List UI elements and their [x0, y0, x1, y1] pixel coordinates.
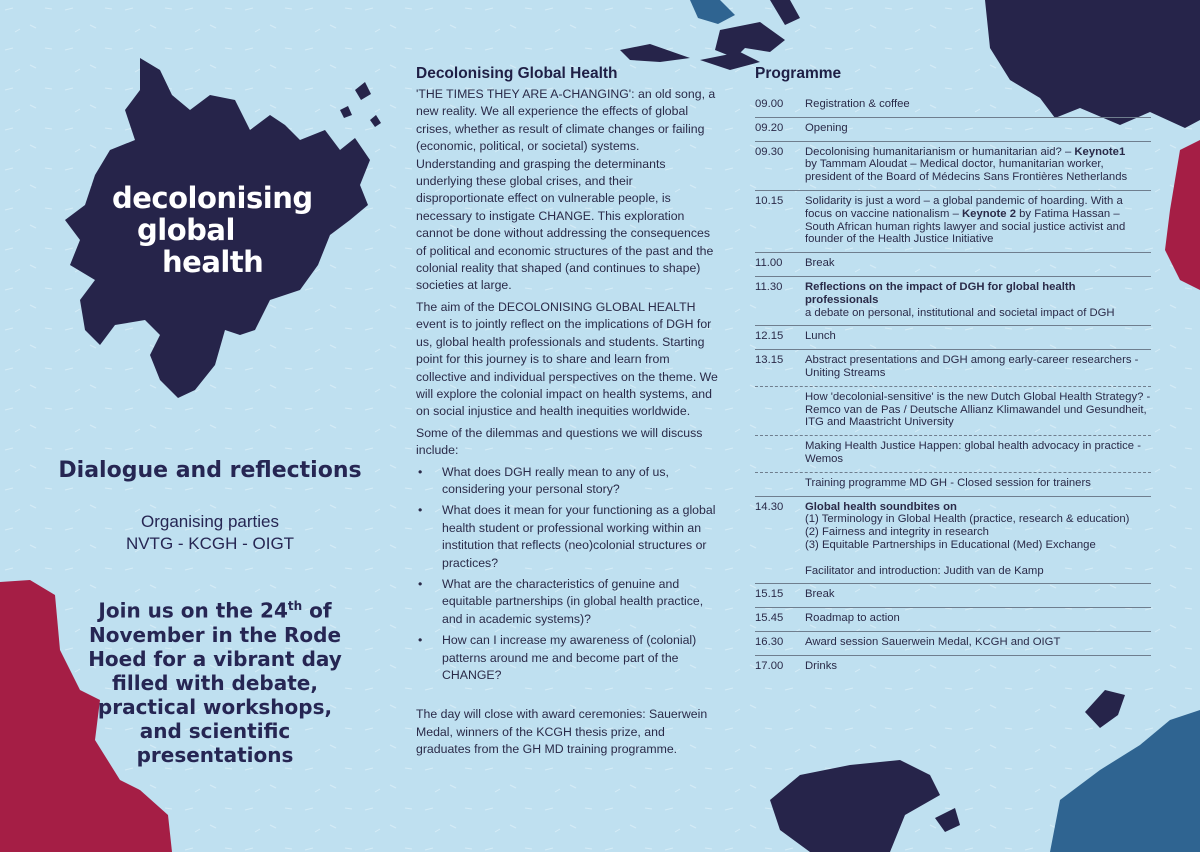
session-title: Global health soundbites on [805, 500, 957, 513]
row-time: 09.20 [755, 121, 784, 134]
table-row [755, 584, 1151, 608]
join-text-end: of November in the Rode Hoed for a vibrant day filled with debate, practical workshops, and scientific presentations [88, 598, 342, 767]
list-item: • What does DGH really mean to any of us, considering your personal story? [416, 464, 721, 499]
table-row [755, 497, 1151, 585]
table-row [755, 94, 1151, 118]
table-row [755, 632, 1151, 656]
row-text: How 'decolonial-sensitive' is the new Dutch Global Health Strategy? - Remco van de Pas / Deutsche Allianz Klimawandel und Gesundheit, ITG and Maastricht University [805, 390, 1151, 429]
organising-label: Organising parties [141, 512, 279, 531]
row-text: Award session Sauerwein Medal, KCGH and OIGT [805, 635, 1061, 648]
row-text-part: by Fatima Hassan – South African human rights lawyer and social justice activist and founder of the Health Justice Initiative [805, 207, 1126, 246]
row-time: 14.30 [755, 500, 784, 513]
row-time: 16.30 [755, 635, 784, 648]
table-row [755, 326, 1151, 350]
row-time: 09.30 [755, 145, 784, 158]
row-text-part: by Tammam Aloudat – Medical doctor, humanitarian worker, president of the Board of Médecins Sans Frontières Netherlands [805, 158, 1128, 184]
logo-line-1: decolonising [112, 181, 313, 215]
row-text: Training programme MD GH - Closed session for trainers [805, 476, 1091, 489]
table-row [755, 387, 1151, 436]
row-time: 11.00 [755, 257, 783, 270]
row-text-part: Solidarity is just a word – a global pandemic of hoarding. With a focus on vaccine nationalism – [805, 194, 1123, 220]
row-text [805, 281, 1151, 319]
row-time [755, 440, 805, 466]
row-time: 15.15 [755, 588, 784, 601]
row-text: Abstract presentations and DGH among early-career researchers - Uniting Streams [805, 354, 1139, 379]
intro-paragraph-3: Some of the dilemmas and questions we will discuss include: [416, 425, 703, 458]
closing-paragraph: The day will close with award ceremonies: Sauerwein Medal, winners of the KCGH thesis prize, and graduates from the GH MD training programme. [416, 707, 708, 757]
row-time: 11.30 [755, 280, 783, 293]
row-text: Opening [805, 121, 848, 134]
row-text: Lunch [805, 330, 836, 343]
row-text: Roadmap to action [805, 612, 900, 625]
table-row [755, 253, 1151, 277]
row-text-part: a debate on personal, institutional and societal impact of DGH [805, 306, 1115, 319]
keynote-label: Keynote1 [1074, 145, 1126, 158]
table-row [755, 473, 1151, 497]
row-text: Registration & coffee [805, 98, 910, 110]
organising-names: NVTG - KCGH - OIGT [125, 534, 295, 553]
logo-line-2: global [137, 213, 235, 247]
programme-schedule [755, 64, 1151, 679]
row-time: 10.15 [755, 194, 784, 207]
row-text: Break [805, 257, 835, 270]
table-row [755, 277, 1151, 326]
row-time: 13.15 [755, 354, 784, 367]
table-row [755, 191, 1151, 253]
soundbite-line: (1) Terminology in Global Health (practice, research & education) [805, 513, 1130, 526]
facilitator-line: Facilitator and introduction: Judith van de Kamp [805, 564, 1044, 577]
row-text [805, 501, 1151, 578]
join-text-start: Join us on the 24 [98, 598, 288, 623]
table-row [755, 436, 1151, 473]
row-text [805, 146, 1151, 184]
questions-list [416, 464, 721, 685]
row-time: 12.15 [755, 330, 784, 343]
row-time: 09.00 [755, 98, 784, 110]
row-text-part: Decolonising humanitarianism or humanitarian aid? – [805, 145, 1075, 158]
table-row [755, 608, 1151, 632]
event-logo-text [112, 182, 312, 278]
dialogue-heading: Dialogue and reflections [58, 458, 362, 483]
organising-parties [40, 511, 380, 555]
row-text: Making Health Justice Happen: global health advocacy in practice - Wemos [805, 440, 1141, 465]
list-item: • What does it mean for your functioning as a global health student or professional working within an institution that reflects (neo)colonial structures or practices? [416, 502, 721, 572]
intro-paragraph-1: 'THE TIMES THEY ARE A-CHANGING': an old song, a new reality. We all experience the effects of global crises, whether as result of climate changes or failing (economic, political, or societal) systems. Understanding and grasping the determinants underlying these global crises, and their disproportionate effect on vulnerable people, is necessary to instigate CHANGE. This exploration cannot be done without addressing the consequences of political and economic structures of the past and the colonial reality that shaped (and continues to shape) societies at large. [416, 87, 716, 293]
row-time: 15.45 [755, 612, 784, 625]
list-item: • How can I increase my awareness of (colonial) patterns around me and become part of the CHANGE? [416, 632, 721, 684]
intro-title: Decolonising Global Health [416, 65, 618, 82]
table-row [755, 118, 1151, 142]
session-title: Reflections on the impact of DGH for global health professionals [805, 280, 1076, 306]
table-row [755, 142, 1151, 191]
programme-title: Programme [755, 65, 842, 82]
table-row [755, 350, 1151, 387]
row-text [805, 195, 1151, 246]
join-text-superscript: th [287, 599, 303, 613]
soundbite-line: (3) Equitable Partnerships in Educational (Med) Exchange [805, 538, 1096, 551]
logo-line-3: health [162, 245, 264, 279]
list-item: • What are the characteristics of genuine and equitable partnerships (in global health practice, and in academic systems)? [416, 576, 721, 628]
row-time: 17.00 [755, 659, 784, 672]
intro-column [416, 64, 721, 763]
join-us-text [80, 594, 350, 767]
row-time [755, 477, 805, 490]
row-text: Break [805, 588, 835, 601]
table-row [755, 656, 1151, 679]
soundbite-line: (2) Fairness and integrity in research [805, 526, 989, 539]
intro-paragraph-2: The aim of the DECOLONISING GLOBAL HEALTH event is to jointly reflect on the implications of DGH for us, global health professionals and students. Starting point for this journey is to share and learn from collective and individual perspectives on the theme. We will explore the colonial impact on health systems, and on social injustice and health inequities worldwide. [416, 299, 718, 419]
row-time [755, 391, 805, 429]
row-text: Drinks [805, 659, 838, 672]
keynote-label: Keynote 2 [962, 207, 1016, 220]
